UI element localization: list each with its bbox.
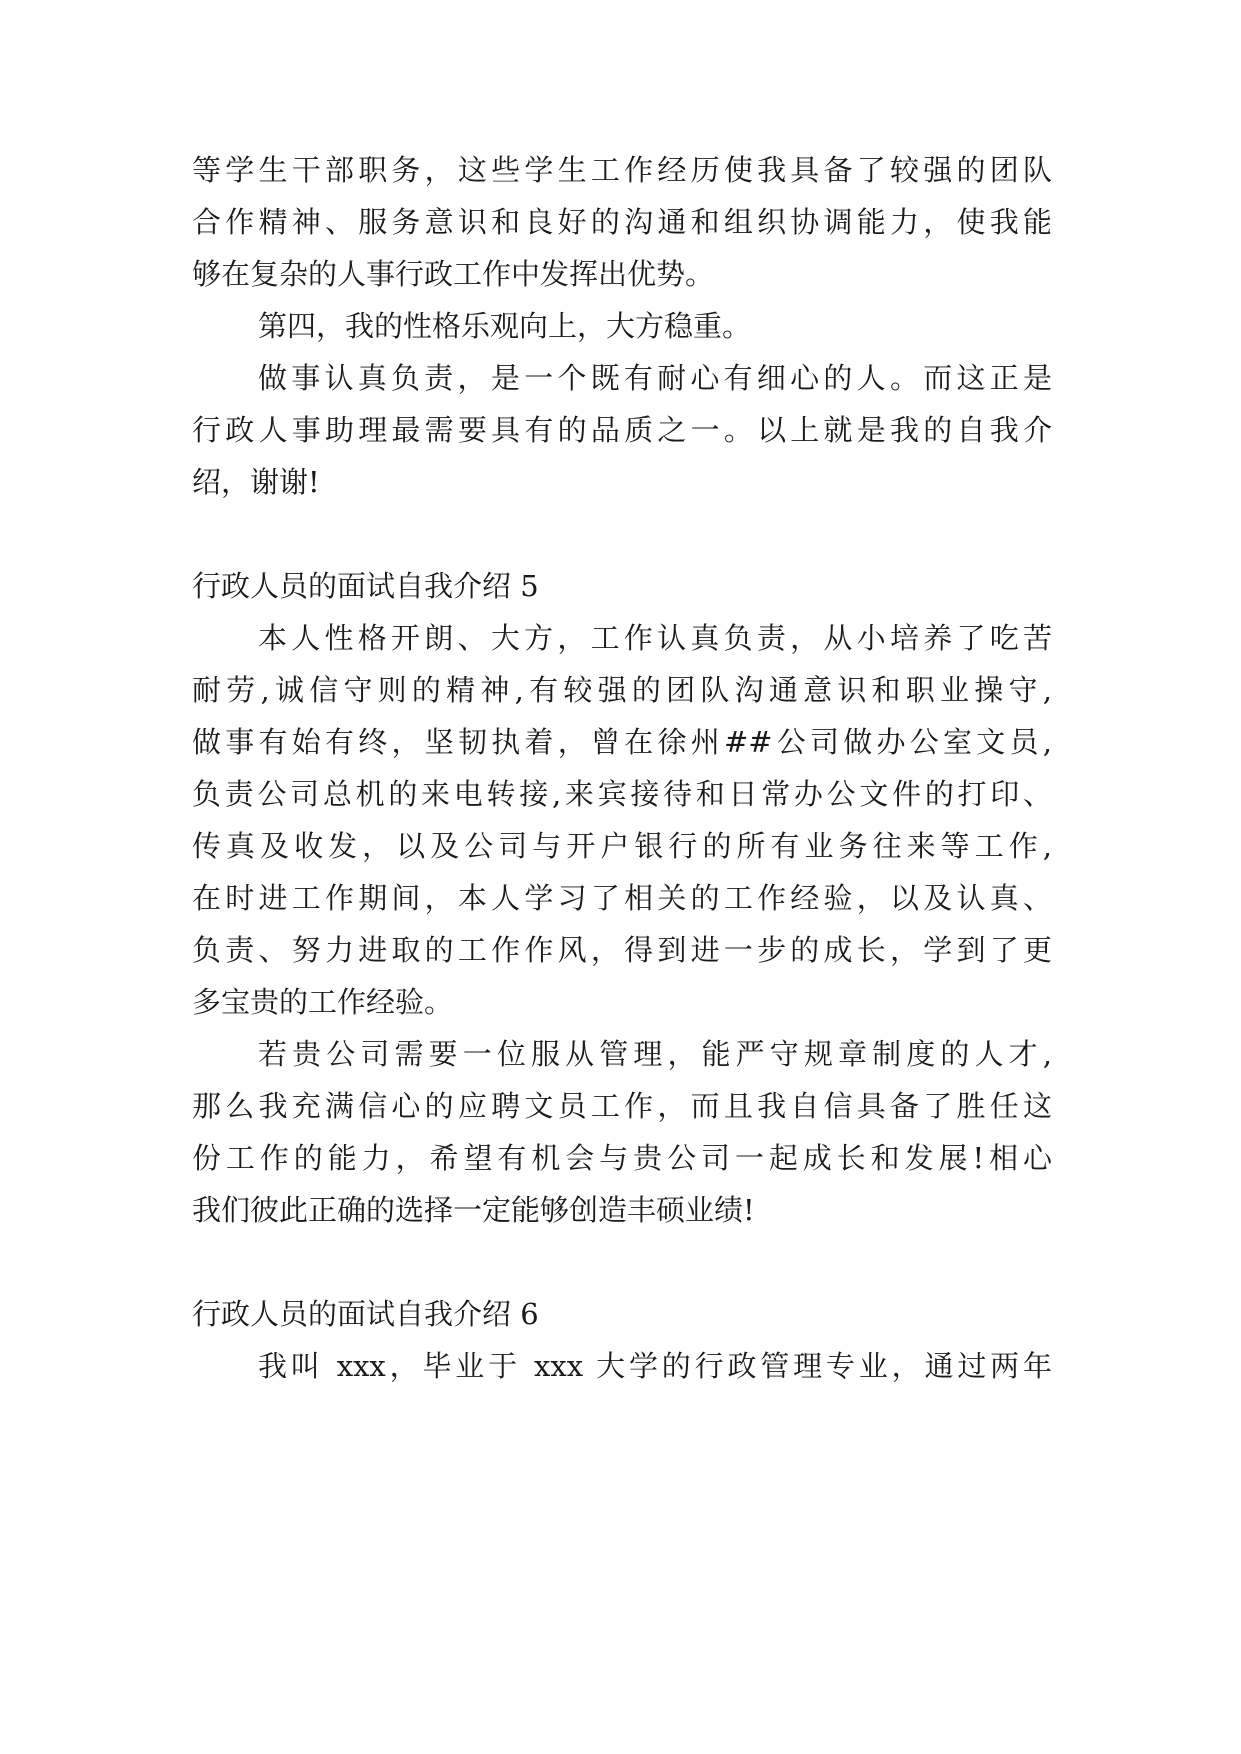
paragraph-line: 够在复杂的人事行政工作中发挥出优势。 xyxy=(192,257,715,291)
paragraph-line: 合作精神、服务意识和良好的沟通和组织协调能力，使我能 xyxy=(192,205,1052,239)
paragraph-line: 第四，我的性格乐观向上，大方稳重。 xyxy=(258,309,752,343)
paragraph-line: 在时进工作期间，本人学习了相关的工作经验，以及认真、 xyxy=(192,881,1052,915)
paragraph-line: 我叫 xxx，毕业于 xxx 大学的行政管理专业，通过两年 xyxy=(258,1349,1052,1383)
section-heading: 行政人员的面试自我介绍 5 xyxy=(192,569,539,603)
paragraph-line: 绍，谢谢! xyxy=(192,465,320,499)
paragraph-line: 那么我充满信心的应聘文员工作，而且我自信具备了胜任这 xyxy=(192,1089,1052,1123)
paragraph-line: 我们彼此正确的选择一定能够创造丰硕业绩! xyxy=(192,1193,755,1227)
paragraph-line: 等学生干部职务，这些学生工作经历使我具备了较强的团队 xyxy=(192,153,1052,187)
paragraph-line: 做事认真负责，是一个既有耐心有细心的人。而这正是 xyxy=(258,361,1052,395)
paragraph-line: 传真及收发，以及公司与开户银行的所有业务往来等工作, xyxy=(192,829,1052,863)
paragraph-line: 做事有始有终，坚韧执着，曾在徐州##公司做办公室文员, xyxy=(192,725,1052,759)
section-heading: 行政人员的面试自我介绍 6 xyxy=(192,1297,539,1331)
paragraph-line: 负责、努力进取的工作作风，得到进一步的成长，学到了更 xyxy=(192,933,1052,967)
paragraph-line: 负责公司总机的来电转接,来宾接待和日常办公文件的打印、 xyxy=(192,777,1052,811)
paragraph-line: 耐劳,诚信守则的精神,有较强的团队沟通意识和职业操守, xyxy=(192,673,1052,707)
paragraph-line: 本人性格开朗、大方，工作认真负责，从小培养了吃苦 xyxy=(258,621,1052,655)
paragraph-line: 行政人事助理最需要具有的品质之一。以上就是我的自我介 xyxy=(192,413,1052,447)
paragraph-line: 多宝贵的工作经验。 xyxy=(192,985,454,1019)
paragraph-line: 份工作的能力，希望有机会与贵公司一起成长和发展!相心 xyxy=(192,1141,1052,1175)
paragraph-line: 若贵公司需要一位服从管理，能严守规章制度的人才, xyxy=(258,1037,1052,1071)
